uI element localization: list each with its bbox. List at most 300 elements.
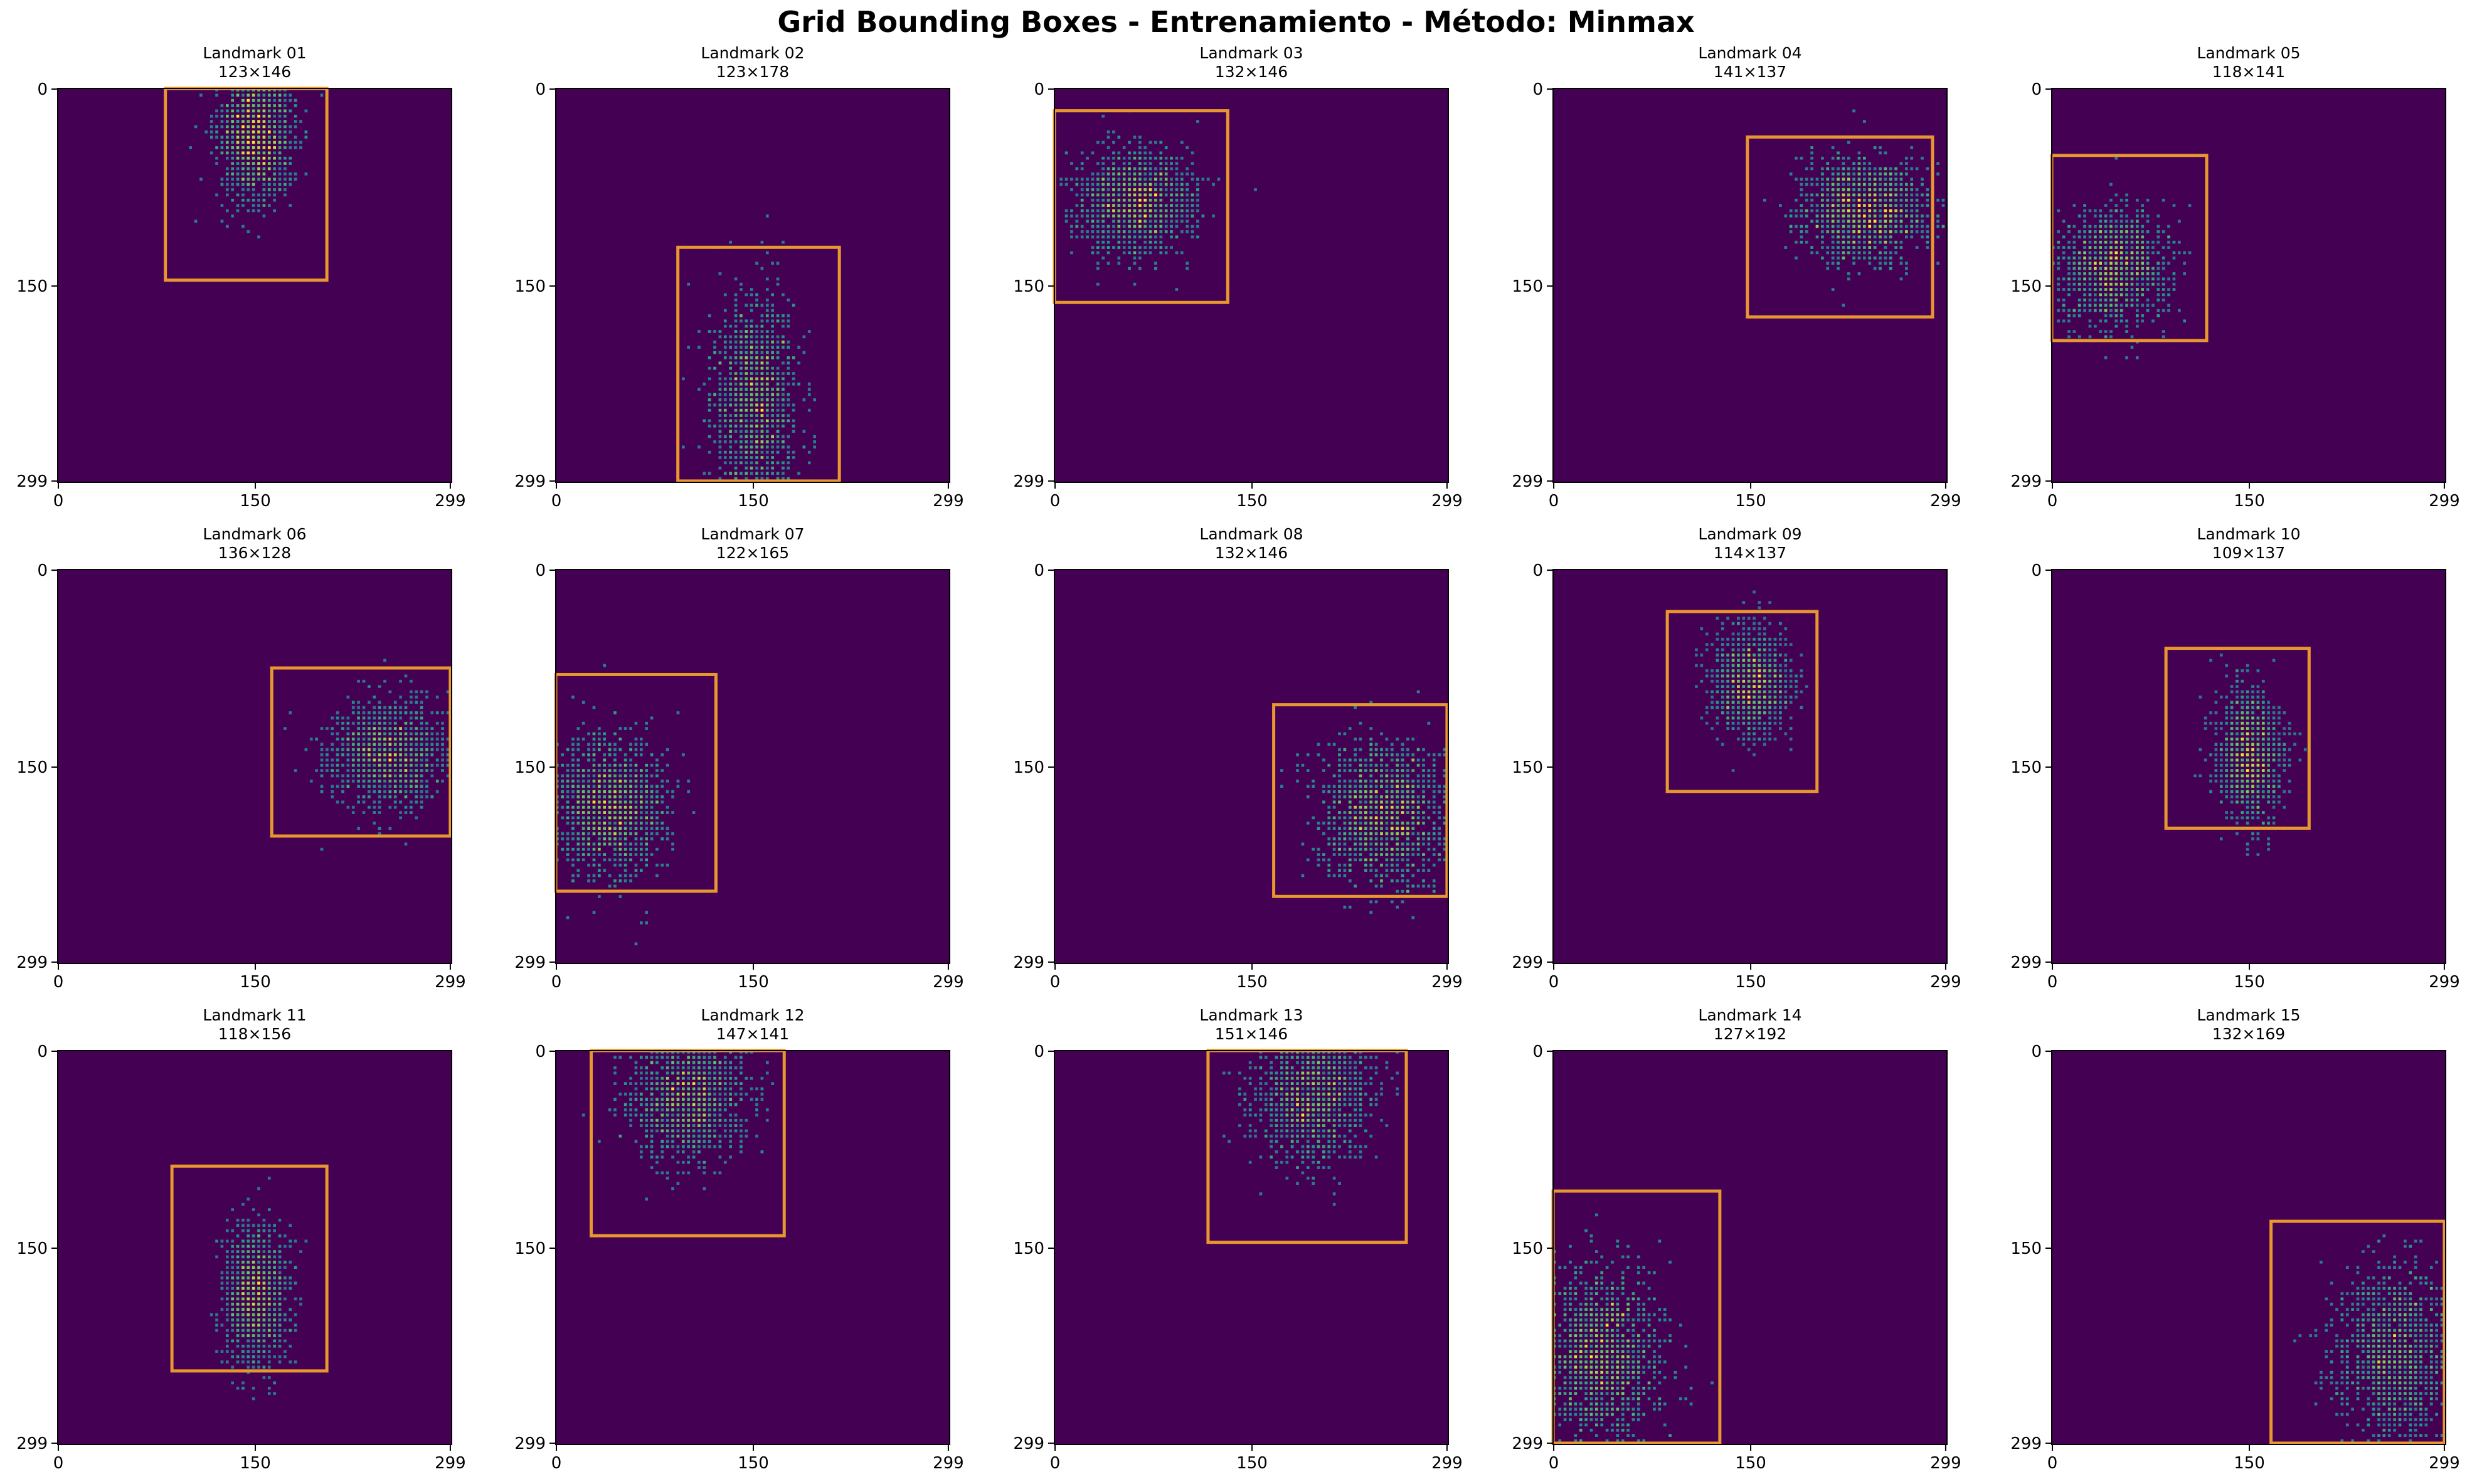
- density-cell: [263, 199, 266, 202]
- density-cell: [278, 1345, 282, 1348]
- density-cell: [2062, 246, 2066, 249]
- density-cell: [1186, 262, 1189, 265]
- density-cell: [2156, 283, 2160, 286]
- density-cell: [1910, 193, 1913, 196]
- density-cell: [1763, 617, 1766, 620]
- density-cell: [341, 716, 344, 719]
- density-cell: [755, 393, 758, 396]
- density-cell: [1879, 178, 1882, 181]
- density-cell: [273, 1303, 276, 1306]
- density-cell: [724, 294, 727, 297]
- density-cell: [289, 162, 292, 165]
- density-cell: [1112, 130, 1115, 134]
- density-cell: [2083, 309, 2086, 312]
- density-cell: [2278, 753, 2281, 756]
- density-cell: [645, 837, 648, 840]
- density-cell: [1732, 685, 1735, 688]
- density-cell: [1721, 643, 1724, 646]
- density-cell: [1406, 764, 1409, 767]
- density-cell: [1128, 267, 1131, 270]
- density-cell: [263, 151, 266, 154]
- density-cell: [252, 1308, 255, 1311]
- panel-6: [16, 525, 465, 992]
- density-cell: [1905, 230, 1908, 233]
- density-cell: [745, 325, 748, 328]
- density-cell: [1748, 654, 1751, 657]
- density-cell: [420, 800, 423, 803]
- density-cell: [2293, 733, 2296, 736]
- density-cell: [1858, 225, 1861, 228]
- density-cell: [755, 346, 758, 349]
- density-cell: [363, 758, 366, 761]
- density-cell: [571, 743, 575, 746]
- density-cell: [2057, 257, 2060, 260]
- density-cell: [1438, 790, 1441, 793]
- density-cell: [236, 1323, 240, 1327]
- density-cell: [236, 146, 240, 149]
- density-cell: [241, 1323, 245, 1327]
- density-cell: [750, 440, 753, 443]
- y-tick-label: 150: [514, 277, 546, 297]
- density-cell: [2078, 283, 2081, 286]
- density-cell: [703, 1113, 706, 1116]
- density-cell: [766, 346, 769, 349]
- density-cell: [1748, 696, 1751, 699]
- density-cell: [2173, 283, 2176, 286]
- density-cell: [1758, 685, 1761, 688]
- density-cell: [2257, 722, 2260, 725]
- density-cell: [273, 1281, 276, 1285]
- density-cell: [278, 135, 282, 139]
- density-cell: [2236, 748, 2239, 751]
- density-cell: [635, 795, 638, 798]
- density-cell: [383, 758, 386, 761]
- density-cell: [1842, 235, 1845, 238]
- density-cell: [1768, 674, 1771, 677]
- density-cell: [368, 764, 371, 767]
- density-cell: [1128, 235, 1131, 238]
- density-cell: [2262, 691, 2265, 694]
- heatmap-background: [1054, 88, 1448, 482]
- density-cell: [1191, 225, 1194, 228]
- density-cell: [1758, 711, 1761, 714]
- density-cell: [1732, 680, 1735, 683]
- density-cell: [1868, 257, 1871, 260]
- density-cell: [221, 1239, 224, 1243]
- density-cell: [231, 172, 234, 176]
- density-cell: [729, 346, 732, 349]
- density-cell: [1375, 785, 1378, 788]
- density-cell: [2246, 800, 2249, 803]
- density-cell: [1401, 822, 1404, 825]
- density-cell: [1333, 743, 1336, 746]
- density-cell: [761, 435, 764, 438]
- density-cell: [1433, 822, 1436, 825]
- density-cell: [405, 733, 408, 736]
- density-cell: [1406, 884, 1409, 888]
- density-cell: [1784, 691, 1787, 694]
- density-cell: [2120, 215, 2123, 218]
- density-cell: [719, 372, 722, 375]
- density-cell: [813, 445, 816, 448]
- density-cell: [1112, 230, 1115, 233]
- density-cell: [655, 827, 659, 830]
- density-cell: [1748, 669, 1751, 672]
- density-cell: [436, 711, 439, 714]
- density-cell: [1737, 706, 1740, 709]
- density-cell: [1428, 832, 1431, 835]
- density-cell: [1180, 183, 1184, 186]
- density-cell: [1858, 199, 1861, 202]
- density-cell: [2241, 769, 2244, 772]
- density-cell: [399, 696, 402, 699]
- density-cell: [1165, 215, 1168, 218]
- density-cell: [1117, 230, 1120, 233]
- density-cell: [713, 1056, 716, 1059]
- density-cell: [598, 764, 601, 767]
- density-cell: [1170, 178, 1173, 181]
- density-cell: [299, 120, 302, 123]
- density-cell: [629, 769, 632, 772]
- x-tick-label: 0: [551, 973, 562, 992]
- density-cell: [750, 341, 753, 344]
- density-cell: [263, 1224, 266, 1227]
- density-cell: [263, 183, 266, 186]
- density-cell: [608, 884, 612, 888]
- density-cell: [1889, 199, 1892, 202]
- density-cell: [1117, 257, 1120, 260]
- density-cell: [1380, 785, 1383, 788]
- density-cell: [708, 1093, 711, 1096]
- density-cell: [2283, 806, 2286, 809]
- density-cell: [273, 1256, 276, 1259]
- density-cell: [1065, 209, 1068, 213]
- density-cell: [1317, 864, 1320, 867]
- density-cell: [2167, 288, 2170, 291]
- density-cell: [2156, 235, 2160, 238]
- density-cell: [1732, 674, 1735, 677]
- density-cell: [394, 806, 397, 809]
- x-tick-label: 0: [1548, 973, 1559, 992]
- y-tick-label: 299: [1512, 472, 1543, 491]
- density-cell: [2156, 294, 2160, 297]
- density-cell: [1800, 183, 1803, 186]
- density-cell: [1900, 262, 1903, 265]
- density-cell: [660, 795, 664, 798]
- density-cell: [587, 832, 590, 835]
- density-cell: [226, 109, 229, 112]
- density-cell: [2094, 304, 2097, 307]
- density-cell: [787, 393, 790, 396]
- density-cell: [1805, 215, 1808, 218]
- density-cell: [405, 769, 408, 772]
- density-cell: [598, 817, 601, 820]
- density-cell: [241, 1250, 245, 1253]
- density-cell: [1386, 822, 1389, 825]
- x-tick-label: 150: [240, 1454, 271, 1473]
- density-cell: [618, 785, 622, 788]
- density-cell: [2251, 769, 2254, 772]
- density-cell: [1774, 716, 1777, 719]
- density-cell: [1821, 241, 1824, 244]
- density-cell: [2236, 764, 2239, 767]
- density-cell: [729, 472, 732, 475]
- density-cell: [2246, 743, 2249, 746]
- density-cell: [2267, 764, 2270, 767]
- density-cell: [1800, 225, 1803, 228]
- density-cell: [236, 1234, 240, 1238]
- density-cell: [247, 1261, 250, 1264]
- density-cell: [2236, 674, 2239, 677]
- density-cell: [263, 215, 266, 218]
- density-cell: [241, 99, 245, 102]
- density-cell: [1889, 178, 1892, 181]
- density-cell: [2114, 325, 2118, 328]
- density-cell: [420, 790, 423, 793]
- density-cell: [1175, 157, 1179, 160]
- density-cell: [624, 822, 627, 825]
- density-cell: [2109, 267, 2113, 270]
- density-cell: [1165, 252, 1168, 255]
- density-cell: [1380, 832, 1383, 835]
- density-cell: [1732, 643, 1735, 646]
- density-cell: [2267, 711, 2270, 714]
- density-cell: [1170, 204, 1173, 207]
- density-cell: [1096, 262, 1100, 265]
- density-cell: [1354, 738, 1357, 741]
- density-cell: [1711, 727, 1714, 730]
- density-cell: [1422, 817, 1425, 820]
- density-cell: [2231, 701, 2234, 704]
- y-tick-label: 0: [1532, 80, 1543, 100]
- density-cell: [1396, 827, 1399, 830]
- density-cell: [241, 1329, 245, 1332]
- density-cell: [2125, 230, 2128, 233]
- density-cell: [1359, 769, 1362, 772]
- density-cell: [2141, 246, 2144, 249]
- density-cell: [252, 172, 255, 176]
- density-cell: [1837, 172, 1840, 176]
- density-cell: [1800, 706, 1803, 709]
- density-cell: [735, 409, 738, 412]
- density-cell: [1433, 827, 1436, 830]
- density-cell: [598, 832, 601, 835]
- density-cell: [378, 733, 381, 736]
- density-cell: [373, 696, 376, 699]
- density-cell: [1375, 780, 1378, 783]
- density-cell: [1117, 183, 1120, 186]
- density-cell: [1795, 199, 1798, 202]
- density-cell: [2072, 288, 2076, 291]
- density-cell: [1810, 193, 1813, 196]
- density-cell: [1779, 674, 1782, 677]
- density-cell: [1837, 241, 1840, 244]
- density-cell: [618, 790, 622, 793]
- density-cell: [1422, 837, 1425, 840]
- density-cell: [357, 795, 360, 798]
- density-cell: [363, 733, 366, 736]
- density-cell: [1123, 230, 1126, 233]
- density-cell: [777, 277, 780, 280]
- density-cell: [326, 727, 329, 730]
- density-cell: [1721, 696, 1724, 699]
- density-cell: [231, 1298, 234, 1301]
- panel-title: Landmark 02: [701, 44, 805, 62]
- density-cell: [1748, 664, 1751, 667]
- density-cell: [792, 356, 795, 359]
- density-cell: [766, 356, 769, 359]
- density-cell: [336, 733, 339, 736]
- density-cell: [210, 120, 213, 123]
- density-cell: [2109, 272, 2113, 275]
- density-cell: [1810, 246, 1813, 249]
- density-cell: [640, 853, 643, 856]
- density-cell: [321, 743, 324, 746]
- density-cell: [566, 780, 570, 783]
- density-cell: [1884, 193, 1887, 196]
- density-cell: [1196, 225, 1199, 228]
- density-cell: [1133, 151, 1137, 154]
- density-cell: [2236, 696, 2239, 699]
- density-cell: [1821, 167, 1824, 171]
- density-cell: [1858, 157, 1861, 160]
- density-cell: [231, 120, 234, 123]
- density-cell: [415, 790, 418, 793]
- density-cell: [352, 711, 355, 714]
- density-cell: [1768, 622, 1771, 625]
- density-cell: [1826, 252, 1829, 255]
- density-cell: [1779, 711, 1782, 714]
- density-cell: [257, 235, 260, 238]
- density-cell: [1842, 230, 1845, 233]
- density-cell: [655, 822, 659, 825]
- density-cell: [1107, 183, 1110, 186]
- density-cell: [1112, 141, 1115, 144]
- density-cell: [347, 775, 350, 778]
- density-cell: [787, 367, 790, 370]
- density-cell: [587, 874, 590, 877]
- density-cell: [660, 785, 664, 788]
- density-cell: [2083, 246, 2086, 249]
- density-cell: [1758, 727, 1761, 730]
- density-cell: [735, 1103, 738, 1106]
- density-cell: [1900, 193, 1903, 196]
- density-cell: [2220, 753, 2223, 756]
- density-cell: [2278, 800, 2281, 803]
- density-cell: [263, 1329, 266, 1332]
- density-cell: [1716, 659, 1719, 662]
- density-cell: [231, 1292, 234, 1295]
- density-cell: [1936, 235, 1939, 238]
- density-cell: [247, 1276, 250, 1280]
- density-cell: [2194, 775, 2197, 778]
- density-cell: [289, 141, 292, 144]
- density-cell: [677, 1093, 680, 1096]
- density-cell: [321, 758, 324, 761]
- density-cell: [782, 372, 785, 375]
- density-cell: [1396, 800, 1399, 803]
- density-cell: [618, 879, 622, 882]
- density-cell: [1868, 193, 1871, 196]
- density-cell: [2067, 283, 2071, 286]
- density-cell: [1391, 864, 1394, 867]
- density-cell: [2183, 252, 2186, 255]
- density-cell: [1837, 246, 1840, 249]
- density-cell: [2104, 241, 2108, 244]
- density-cell: [1391, 817, 1394, 820]
- density-cell: [777, 378, 780, 381]
- density-cell: [1816, 204, 1819, 207]
- density-cell: [247, 130, 250, 134]
- density-cell: [357, 748, 360, 751]
- density-cell: [755, 356, 758, 359]
- density-cell: [273, 104, 276, 107]
- density-cell: [1837, 262, 1840, 265]
- density-cell: [2109, 283, 2113, 286]
- density-cell: [2262, 701, 2265, 704]
- density-cell: [1858, 204, 1861, 207]
- density-cell: [2262, 764, 2265, 767]
- density-cell: [252, 178, 255, 181]
- density-cell: [1832, 288, 1835, 291]
- density-cell: [561, 780, 564, 783]
- density-cell: [1417, 869, 1420, 872]
- density-cell: [1411, 817, 1414, 820]
- density-cell: [750, 456, 753, 459]
- density-cell: [241, 93, 245, 97]
- density-cell: [273, 1266, 276, 1269]
- density-cell: [1154, 230, 1157, 233]
- density-cell: [608, 874, 612, 877]
- density-cell: [2273, 743, 2276, 746]
- density-cell: [252, 130, 255, 134]
- density-cell: [576, 795, 580, 798]
- density-cell: [336, 764, 339, 767]
- density-cell: [1380, 806, 1383, 809]
- density-cell: [1344, 827, 1347, 830]
- density-cell: [1800, 215, 1803, 218]
- density-cell: [236, 120, 240, 123]
- density-cell: [2062, 220, 2066, 223]
- density-cell: [410, 748, 413, 751]
- density-cell: [624, 758, 627, 761]
- density-cell: [341, 764, 344, 767]
- density-cell: [635, 743, 638, 746]
- density-cell: [1138, 162, 1142, 165]
- density-cell: [241, 1313, 245, 1317]
- density-cell: [1349, 848, 1352, 851]
- density-cell: [2278, 716, 2281, 719]
- density-cell: [771, 314, 774, 317]
- density-cell: [1784, 643, 1787, 646]
- density-cell: [1438, 827, 1441, 830]
- density-cell: [1344, 790, 1347, 793]
- y-tick-label: 0: [535, 80, 546, 100]
- density-cell: [263, 178, 266, 181]
- density-cell: [221, 1308, 224, 1311]
- density-cell: [1800, 674, 1803, 677]
- density-cell: [766, 288, 769, 291]
- density-cell: [582, 822, 585, 825]
- density-cell: [1149, 193, 1152, 196]
- density-cell: [1894, 220, 1897, 223]
- density-cell: [1386, 827, 1389, 830]
- density-cell: [2109, 215, 2113, 218]
- density-cell: [1123, 225, 1126, 228]
- density-cell: [2236, 738, 2239, 741]
- density-cell: [2288, 727, 2291, 730]
- x-tick-label: 0: [1548, 492, 1559, 511]
